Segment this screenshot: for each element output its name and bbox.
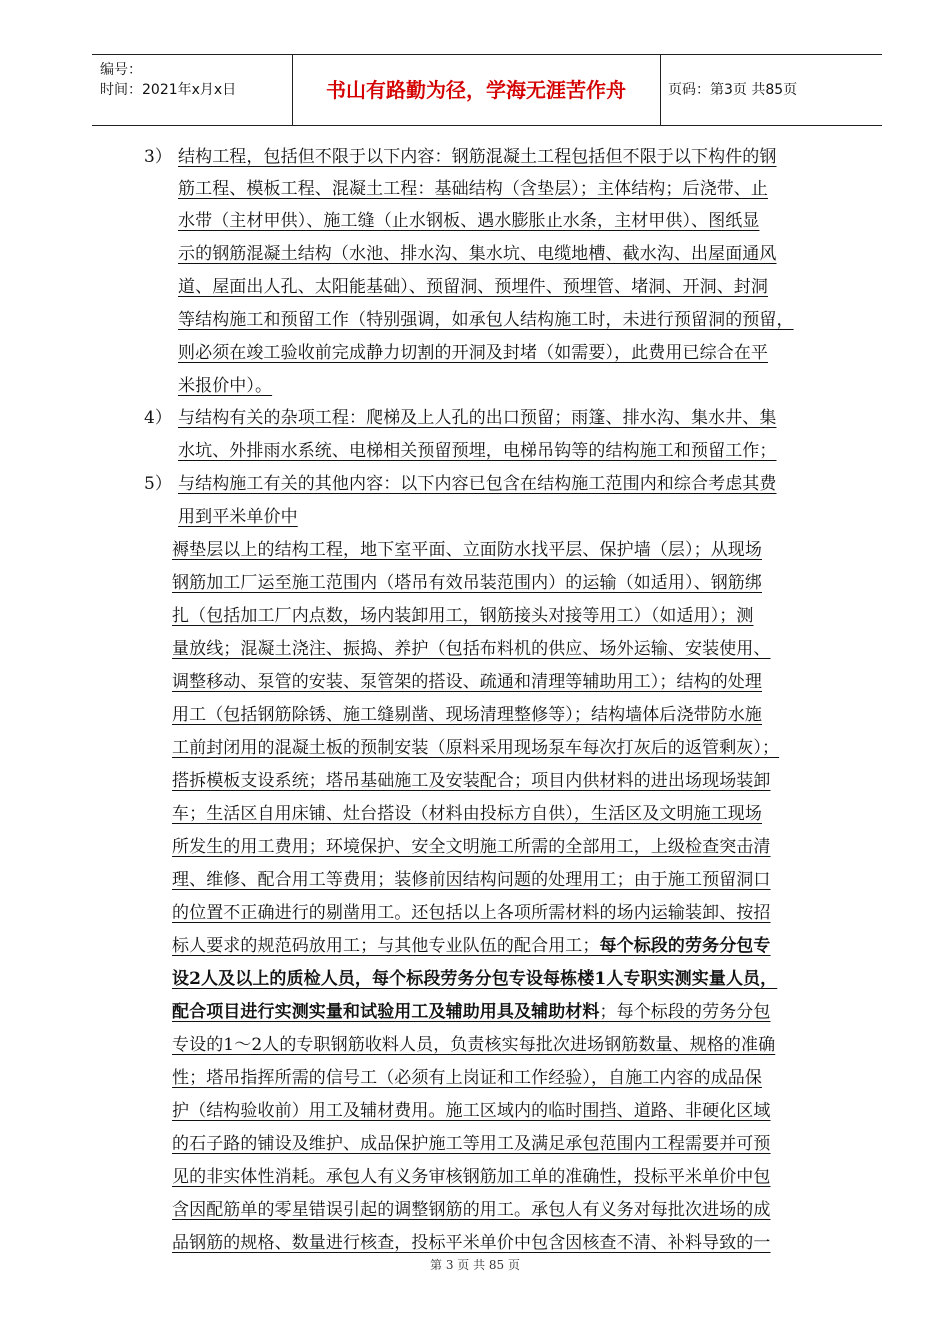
paragraph-line: 用工（包括钢筋除锈、施工缝剔凿、现场清理整修等）；结构墙体后浇带防水施	[172, 705, 762, 725]
item-5-line: 与结构施工有关的其他内容：以下内容已包含在结构施工范围内和综合考虑其费	[178, 474, 777, 494]
item-4-number: 4）	[144, 408, 173, 428]
time-label: 时间：2021年x月x日	[100, 82, 237, 98]
paragraph-line: 车；生活区自用床铺、灶台搭设（材料由投标方自供），生活区及文明施工现场	[172, 804, 762, 824]
paragraph-bold-text: 配合项目进行实测实量和试验用工及辅助用具及辅助材料	[172, 1002, 600, 1022]
paragraph-line: 含因配筋单的零星错误引起的调整钢筋的用工。承包人有义务对每批次进场的成	[172, 1200, 771, 1220]
paragraph-line: 护（结构验收前）用工及辅材费用。施工区域内的临时围挡、道路、非硬化区域	[172, 1101, 771, 1121]
item-3-line: 道、屋面出人孔、太阳能基础）、预留洞、预埋件、预埋管、堵洞、开洞、封洞	[178, 277, 768, 297]
paragraph-line: 理、维修、配合用工等费用；装修前因结构问题的处理用工；由于施工预留洞口	[172, 870, 771, 890]
paragraph-mixed-line	[172, 1001, 771, 1023]
header-page-info: 页码：第3页 共85页	[668, 82, 798, 98]
paragraph-line: 所发生的用工费用；环境保护、安全文明施工所需的全部用工，上级检查突击清	[172, 837, 771, 857]
item-3-line: 则必须在竣工验收前完成静力切割的开洞及封堵（如需要），此费用已综合在平	[178, 343, 768, 363]
item-3-line: 示的钢筋混凝土结构（水池、排水沟、集水坑、电缆地槽、截水沟、出屋面通风	[178, 244, 777, 264]
paragraph-line: 搭拆模板支设系统；塔吊基础施工及安装配合；项目内供材料的进出场现场装卸	[172, 771, 771, 791]
paragraph-line: 扎（包括加工厂内点数，场内装卸用工，钢筋接头对接等用工）（如适用）；测	[172, 606, 754, 626]
item-5-line: 用到平米单价中	[178, 507, 298, 527]
page-footer: 第 3 页 共 85 页	[430, 1258, 520, 1272]
item-3-line: 水带（主材甲供）、施工缝（止水钢板、遇水膨胀止水条，主材甲供）、图纸显	[178, 211, 760, 231]
paragraph-bold-text: 每个标段的劳务分包专	[599, 936, 771, 956]
paragraph-line: 见的非实体性消耗。承包人有义务审核钢筋加工单的准确性，投标平米单价中包	[172, 1167, 771, 1187]
header-motto: 书山有路勤为径，学海无涯苦作舟	[292, 55, 661, 125]
paragraph-mixed-line	[172, 935, 771, 957]
paragraph-line: 品钢筋的规格、数量进行核查，投标平米单价中包含因核查不清、补料导致的一	[172, 1233, 771, 1253]
item-3-line: 结构工程，包括但不限于以下内容：钢筋混凝土工程包括但不限于以下构件的钢	[178, 147, 777, 167]
header-meta	[92, 55, 293, 125]
item-4-line: 与结构有关的杂项工程：爬梯及上人孔的出口预留；雨篷、排水沟、集水井、集	[178, 408, 777, 428]
paragraph-line: 工前封闭用的混凝土板的预制安装（原料采用现场泵车每次打灰后的返管剩灰）；	[172, 738, 780, 758]
item-3-number: 3）	[144, 147, 173, 167]
paragraph-text: 标人要求的规范码放用工；与其他专业队伍的配合用工；	[172, 936, 600, 956]
paragraph-line: 性；塔吊指挥所需的信号工（必须有上岗证和工作经验），自施工内容的成品保	[172, 1068, 762, 1088]
item-5-number: 5）	[144, 474, 173, 494]
paragraph-line: 钢筋加工厂运至施工范围内（塔吊有效吊装范围内）的运输（如适用）、钢筋绑	[172, 573, 762, 593]
paragraph-line: 褥垫层以上的结构工程，地下室平面、立面防水找平层、保护墙（层）；从现场	[172, 540, 762, 560]
item-3-line: 筋工程、模板工程、混凝土工程：基础结构（含垫层）；主体结构；后浇带、止	[178, 179, 768, 199]
paragraph-line: 量放线；混凝土浇注、振捣、养护（包括布料机的供应、场外运输、安装使用、	[172, 639, 771, 659]
paragraph-line: 调整移动、泵管的安装、泵管架的搭设、疏通和清理等辅助用工）；结构的处理	[172, 672, 762, 692]
paragraph-line: 的位置不正确进行的剔凿用工。还包括以上各项所需材料的场内运输装卸、按招	[172, 903, 771, 923]
paragraph-text: ；每个标段的劳务分包	[599, 1002, 771, 1022]
item-3-line: 米报价中）。	[178, 376, 273, 396]
paragraph-line: 专设的1～2人的专职钢筋收料人员，负责核实每批次进场钢筋数量、规格的准确	[172, 1035, 776, 1055]
paragraph-line: 的石子路的铺设及维护、成品保护施工等用工及满足承包范围内工程需要并可预	[172, 1134, 771, 1154]
paragraph-bold-line: 设2人及以上的质检人员，每个标段劳务分包专设每栋楼1人专职实测实量人员，	[172, 969, 778, 989]
item-4-line: 水坑、外排雨水系统、电梯相关预留预埋，电梯吊钩等的结构施工和预留工作；	[178, 441, 777, 461]
code-label: 编号：	[100, 62, 142, 78]
page-header	[92, 54, 882, 126]
item-3-line: 等结构施工和预留工作（特别强调，如承包人结构施工时，未进行预留洞的预留，	[178, 310, 794, 330]
